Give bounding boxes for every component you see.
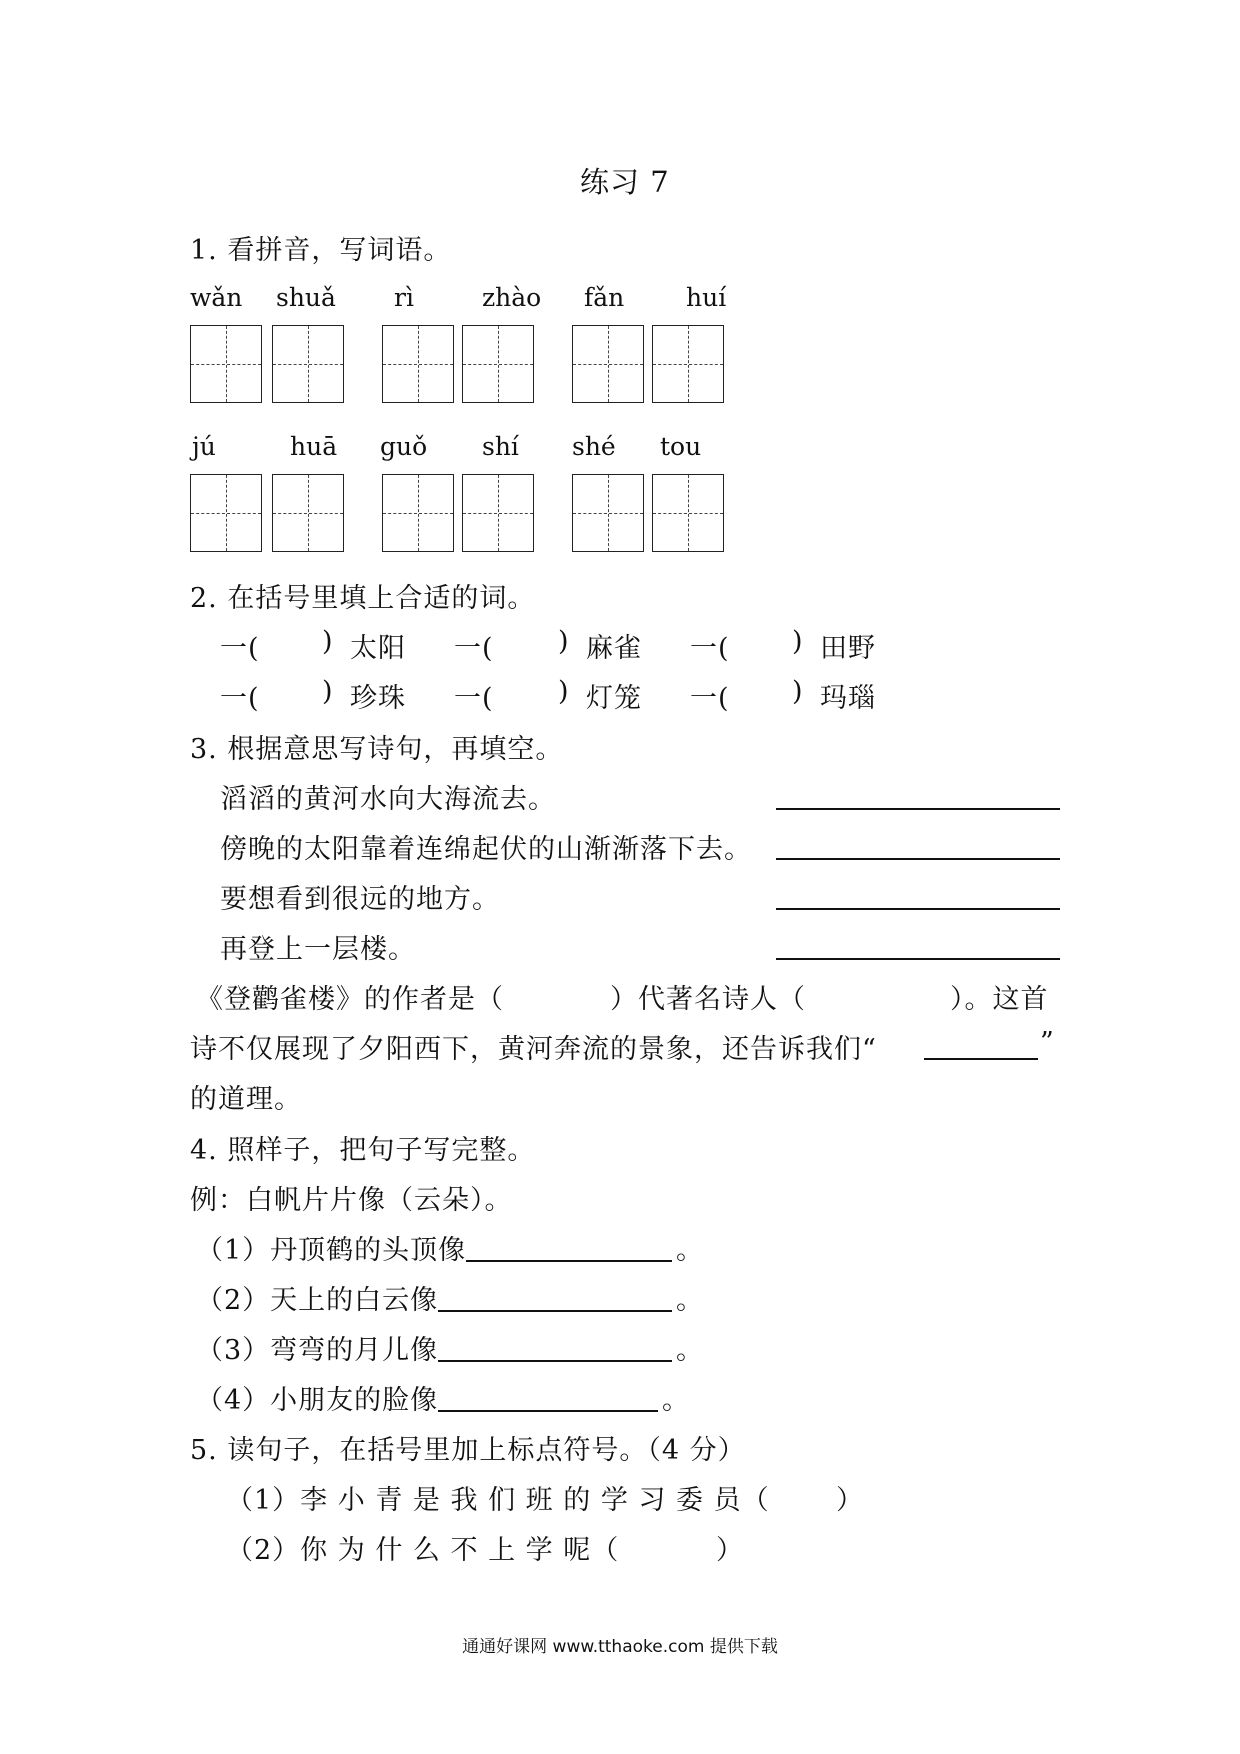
- q4-example: 例：白帆片片像（云朵）。: [190, 1185, 513, 1216]
- q2-word: 太阳: [350, 633, 406, 664]
- char-box[interactable]: [652, 325, 724, 403]
- answer-line[interactable]: [438, 1310, 672, 1312]
- char-box[interactable]: [462, 325, 534, 403]
- answer-line[interactable]: [466, 1260, 672, 1262]
- pinyin-10: shí: [482, 432, 519, 461]
- q2-prefix: 一(: [220, 633, 260, 664]
- q2-prefix: 一(: [454, 633, 494, 664]
- q4-item-4: （4）小朋友的脸像: [196, 1385, 439, 1416]
- pinyin-12: tou: [660, 432, 702, 461]
- answer-line[interactable]: [438, 1360, 672, 1362]
- char-box[interactable]: [190, 474, 262, 552]
- q4-end: 。: [676, 1335, 704, 1366]
- q2-word: 灯笼: [586, 683, 642, 714]
- q4-end: 。: [662, 1385, 690, 1416]
- q3-heading: 3. 根据意思写诗句，再填空。: [190, 734, 564, 765]
- q5-item-1: （1）李 小 青 是 我 们 班 的 学 习 委 员（: [226, 1485, 770, 1516]
- q2-prefix: 一(: [220, 683, 260, 714]
- pinyin-5: fǎn: [584, 283, 625, 312]
- char-box[interactable]: [272, 325, 344, 403]
- pinyin-3: rì: [394, 283, 414, 312]
- q3-line-3: 要想看到很远的地方。: [220, 884, 500, 915]
- answer-line[interactable]: [776, 858, 1060, 860]
- q4-item-3: （3）弯弯的月儿像: [196, 1335, 439, 1366]
- pinyin-7: jú: [192, 432, 216, 461]
- pinyin-4: zhào: [482, 283, 542, 312]
- q4-end: 。: [676, 1235, 704, 1266]
- char-box[interactable]: [572, 325, 644, 403]
- q5-item-1-close: ）: [836, 1485, 864, 1516]
- answer-line[interactable]: [924, 1058, 1038, 1060]
- q4-item-2: （2）天上的白云像: [196, 1285, 439, 1316]
- q3-para-d: 诗不仅展现了夕阳西下，黄河奔流的景象，还告诉我们“: [190, 1034, 877, 1065]
- q3-line-1: 滔滔的黄河水向大海流去。: [220, 784, 556, 815]
- q3-para-f: 的道理。: [190, 1084, 302, 1115]
- char-box[interactable]: [190, 325, 262, 403]
- page-title: 练习 7: [580, 165, 670, 199]
- q3-line-2: 傍晚的太阳靠着连绵起伏的山渐渐落下去。: [220, 834, 752, 865]
- q3-para-e: ”: [1040, 1027, 1055, 1058]
- char-box[interactable]: [462, 474, 534, 552]
- q2-word: 田野: [820, 633, 876, 664]
- answer-line[interactable]: [438, 1410, 658, 1412]
- q2-close: ): [558, 626, 570, 657]
- char-box[interactable]: [382, 474, 454, 552]
- q4-end: 。: [676, 1285, 704, 1316]
- q2-word: 玛瑙: [820, 683, 876, 714]
- q2-close: ): [322, 676, 334, 707]
- footer: 通通好课网 www.tthaoke.com 提供下载: [462, 1637, 778, 1657]
- q5-item-2: （2）你 为 什 么 不 上 学 呢（: [226, 1535, 620, 1566]
- q2-prefix: 一(: [454, 683, 494, 714]
- pinyin-6: huí: [686, 283, 727, 312]
- answer-line[interactable]: [776, 908, 1060, 910]
- q2-close: ): [792, 676, 804, 707]
- q3-para-a: 《登鹳雀楼》的作者是（: [196, 984, 504, 1015]
- char-box[interactable]: [272, 474, 344, 552]
- q3-para-b: ）代著名诗人（: [610, 984, 806, 1015]
- q3-line-4: 再登上一层楼。: [220, 934, 416, 965]
- q1-heading: 1. 看拼音，写词语。: [190, 235, 452, 266]
- q3-para-c: ）。这首: [950, 984, 1049, 1015]
- pinyin-8: huā: [290, 432, 338, 461]
- pinyin-11: shé: [572, 432, 616, 461]
- q2-heading: 2. 在括号里填上合适的词。: [190, 583, 536, 614]
- pinyin-2: shuǎ: [276, 283, 336, 312]
- char-box[interactable]: [652, 474, 724, 552]
- q2-close: ): [792, 626, 804, 657]
- q2-word: 珍珠: [350, 683, 406, 714]
- q4-item-1: （1）丹顶鹤的头顶像: [196, 1235, 467, 1266]
- q5-item-2-close: ）: [716, 1535, 744, 1566]
- q2-prefix: 一(: [690, 683, 730, 714]
- pinyin-1: wǎn: [190, 283, 243, 312]
- char-box[interactable]: [382, 325, 454, 403]
- q2-close: ): [322, 626, 334, 657]
- char-box[interactable]: [572, 474, 644, 552]
- pinyin-9: guǒ: [380, 432, 428, 461]
- q2-word: 麻雀: [586, 633, 642, 664]
- q2-prefix: 一(: [690, 633, 730, 664]
- answer-line[interactable]: [776, 958, 1060, 960]
- q5-heading: 5. 读句子，在括号里加上标点符号。（4 分）: [190, 1435, 746, 1466]
- q4-heading: 4. 照样子，把句子写完整。: [190, 1135, 536, 1166]
- q2-close: ): [558, 676, 570, 707]
- answer-line[interactable]: [776, 808, 1060, 810]
